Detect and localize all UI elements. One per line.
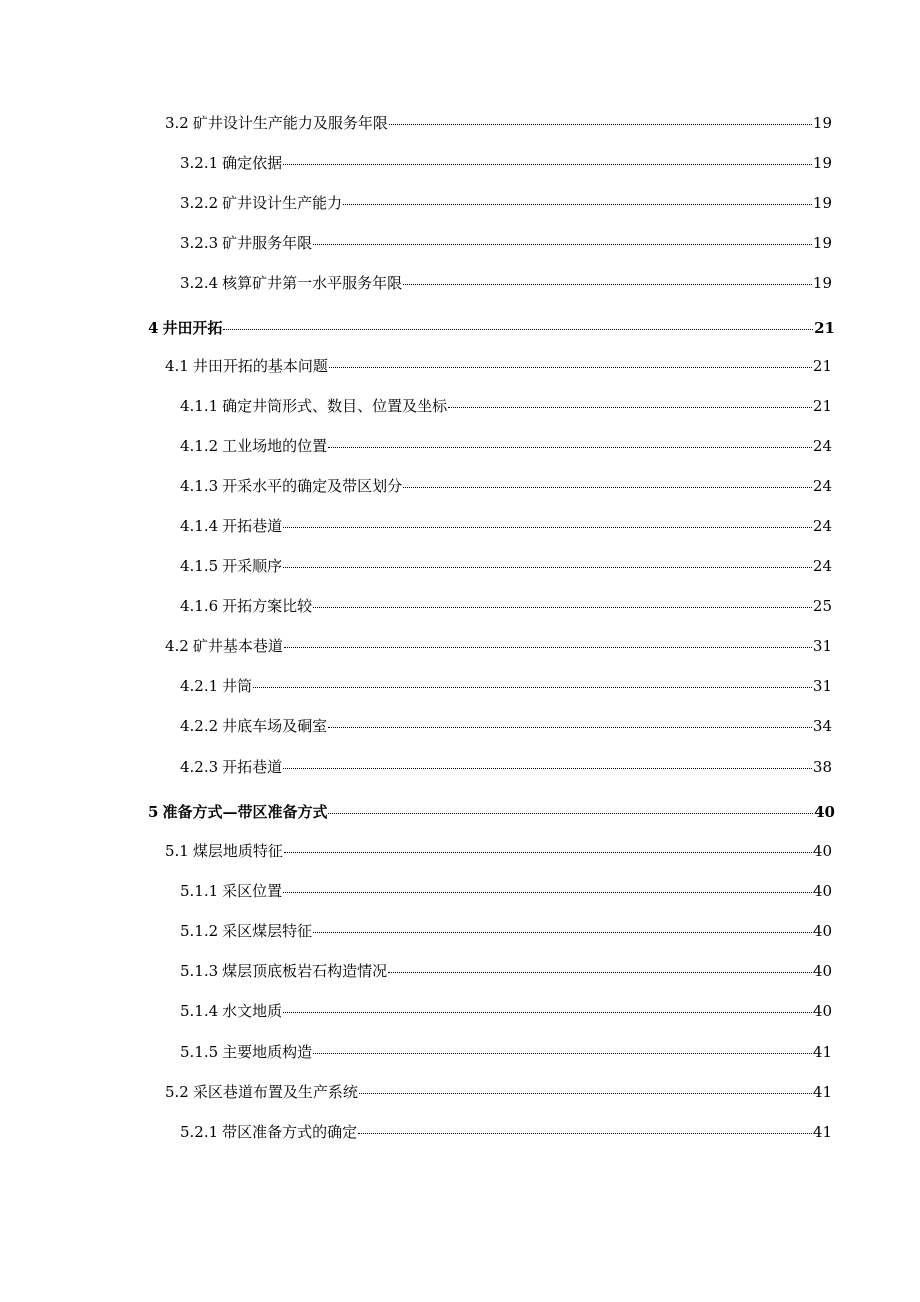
section-number: 4.1.3	[180, 477, 219, 495]
toc-entry[interactable]	[165, 113, 832, 133]
section-number: 4.1.5	[180, 557, 219, 575]
dot-leader	[388, 972, 812, 973]
section-title: 矿井基本巷道	[192, 637, 283, 655]
page-number: 25	[812, 597, 832, 615]
section-number: 5.1.5	[180, 1043, 219, 1061]
dot-leader	[403, 284, 812, 285]
toc-entry[interactable]	[180, 273, 832, 293]
page-number: 40	[812, 962, 832, 980]
section-title: 确定依据	[222, 154, 283, 172]
section-number: 3.2.1	[180, 154, 219, 172]
toc-entry[interactable]	[180, 921, 832, 941]
page-number: 41	[812, 1043, 832, 1061]
section-title: 水文地质	[222, 1002, 283, 1020]
toc-entry[interactable]	[180, 676, 832, 696]
page-number: 21	[812, 397, 832, 415]
toc-entry[interactable]	[165, 1082, 832, 1102]
section-title: 确定井筒形式、数目、位置及坐标	[222, 397, 448, 415]
section-number: 5.1.4	[180, 1002, 219, 1020]
section-title: 开拓方案比较	[222, 597, 313, 615]
page-number: 24	[812, 557, 832, 575]
page-number: 34	[812, 717, 832, 735]
section-number: 4.2	[165, 637, 189, 655]
toc-entry[interactable]	[180, 961, 832, 981]
chapter-title: 井田开拓	[162, 319, 223, 337]
section-title: 井田开拓的基本问题	[192, 357, 328, 375]
section-number: 4.1.4	[180, 517, 219, 535]
section-title: 采区巷道布置及生产系统	[192, 1083, 358, 1101]
section-number: 5.2.1	[180, 1123, 219, 1141]
toc-entry[interactable]	[180, 1122, 832, 1142]
dot-leader	[283, 527, 812, 528]
toc-entry[interactable]	[180, 556, 832, 576]
section-number: 3.2.2	[180, 194, 219, 212]
dot-leader	[284, 852, 812, 853]
page-number: 40	[812, 882, 832, 900]
section-title: 采区位置	[222, 882, 283, 900]
chapter-title: 准备方式—带区准备方式	[162, 803, 328, 821]
dot-leader	[328, 447, 812, 448]
dot-leader	[358, 1133, 812, 1134]
section-number: 3.2.3	[180, 234, 219, 252]
toc-entry[interactable]	[180, 716, 832, 736]
dot-leader	[328, 813, 813, 814]
toc-entry[interactable]	[180, 516, 832, 536]
page-number: 40	[812, 922, 832, 940]
section-title: 矿井设计生产能力及服务年限	[192, 114, 388, 132]
page-number: 24	[812, 437, 832, 455]
dot-leader	[283, 768, 812, 769]
toc-entry[interactable]	[180, 396, 832, 416]
section-title: 矿井服务年限	[222, 234, 313, 252]
dot-leader	[283, 567, 812, 568]
section-title: 工业场地的位置	[222, 437, 328, 455]
section-number: 4.2.2	[180, 717, 219, 735]
section-title: 核算矿井第一水平服务年限	[222, 274, 403, 292]
toc-chapter-entry[interactable]	[148, 802, 835, 822]
toc-entry[interactable]	[180, 193, 832, 213]
page-number: 19	[812, 234, 832, 252]
toc-entry[interactable]	[180, 596, 832, 616]
toc-entry[interactable]	[180, 436, 832, 456]
toc-entry[interactable]	[165, 356, 832, 376]
toc-entry[interactable]	[180, 153, 832, 173]
toc-entry[interactable]	[180, 1001, 832, 1021]
dot-leader	[284, 647, 812, 648]
section-number: 4.1.1	[180, 397, 219, 415]
section-number: 3.2.4	[180, 274, 219, 292]
section-title: 井筒	[222, 677, 253, 695]
section-number: 5.1	[165, 842, 189, 860]
dot-leader	[313, 1053, 812, 1054]
dot-leader	[253, 687, 812, 688]
section-title: 开拓巷道	[222, 758, 283, 776]
page-number: 19	[812, 194, 832, 212]
toc-entry[interactable]	[165, 636, 832, 656]
section-title: 开拓巷道	[222, 517, 283, 535]
toc-entry[interactable]	[180, 757, 832, 777]
page-number: 38	[812, 758, 832, 776]
dot-leader	[283, 892, 812, 893]
dot-leader	[329, 367, 812, 368]
section-number: 4.1.6	[180, 597, 219, 615]
section-number: 4.2.1	[180, 677, 219, 695]
section-title: 矿井设计生产能力	[222, 194, 343, 212]
page-number: 40	[812, 1002, 832, 1020]
page-number: 19	[812, 274, 832, 292]
page-number: 19	[812, 154, 832, 172]
dot-leader	[403, 487, 812, 488]
section-title: 煤层地质特征	[192, 842, 283, 860]
section-number: 4.1.2	[180, 437, 219, 455]
section-title: 主要地质构造	[222, 1043, 313, 1061]
section-number: 3.2	[165, 114, 189, 132]
section-number: 4.2.3	[180, 758, 219, 776]
page-number: 21	[812, 357, 832, 375]
section-number: 5.1.2	[180, 922, 219, 940]
chapter-number: 5	[148, 803, 159, 821]
toc-entry[interactable]	[165, 841, 832, 861]
dot-leader	[328, 727, 812, 728]
dot-leader	[283, 164, 812, 165]
toc-entry[interactable]	[180, 1042, 832, 1062]
page-number: 40	[814, 803, 835, 821]
section-number: 5.2	[165, 1083, 189, 1101]
page-number: 19	[812, 114, 832, 132]
dot-leader	[313, 244, 812, 245]
toc-entry[interactable]	[180, 233, 832, 253]
toc-chapter-entry[interactable]	[148, 318, 835, 338]
dot-leader	[343, 204, 812, 205]
page-number: 24	[812, 517, 832, 535]
toc-entry[interactable]	[180, 476, 832, 496]
dot-leader	[313, 932, 812, 933]
dot-leader	[389, 124, 812, 125]
page-number: 40	[812, 842, 832, 860]
section-title: 井底车场及硐室	[222, 717, 328, 735]
dot-leader	[313, 607, 812, 608]
dot-leader	[223, 329, 813, 330]
section-number: 4.1	[165, 357, 189, 375]
section-number: 5.1.1	[180, 882, 219, 900]
dot-leader	[448, 407, 812, 408]
page-number: 24	[812, 477, 832, 495]
chapter-number: 4	[148, 319, 159, 337]
page-number: 41	[812, 1123, 832, 1141]
dot-leader	[359, 1093, 812, 1094]
section-number: 5.1.3	[180, 962, 219, 980]
toc-entry[interactable]	[180, 881, 832, 901]
section-title: 煤层顶底板岩石构造情况	[222, 962, 388, 980]
page-number: 31	[812, 677, 832, 695]
page-number: 41	[812, 1083, 832, 1101]
section-title: 采区煤层特征	[222, 922, 313, 940]
section-title: 带区准备方式的确定	[222, 1123, 358, 1141]
section-title: 开采水平的确定及带区划分	[222, 477, 403, 495]
section-title: 开采顺序	[222, 557, 283, 575]
dot-leader	[283, 1012, 812, 1013]
page-number: 21	[814, 319, 835, 337]
page-number: 31	[812, 637, 832, 655]
